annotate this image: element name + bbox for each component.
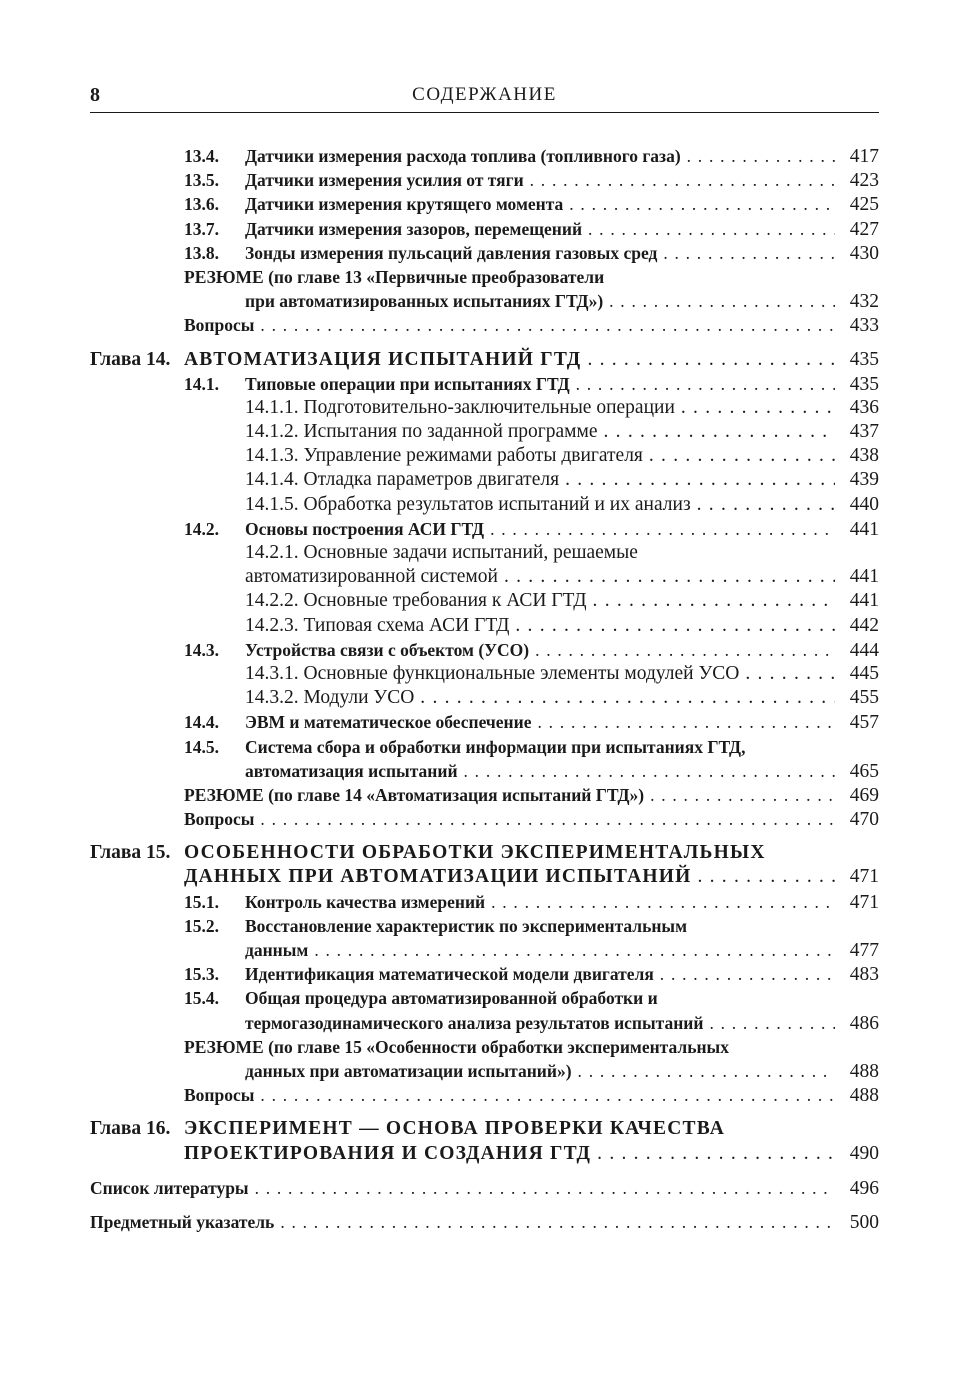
toc-subentry[interactable] — [90, 493, 879, 517]
page-ref: 441 — [849, 518, 879, 540]
section-number: 15.4. — [184, 988, 219, 1009]
toc-entry[interactable] — [90, 986, 879, 1010]
dot-leader — [572, 1059, 835, 1083]
dot-leader — [681, 144, 835, 168]
section-number: 13.6. — [184, 194, 219, 215]
dot-leader — [570, 372, 835, 396]
page-ref: 441 — [849, 566, 879, 588]
section-title: Датчики измерения усилия от тяги — [245, 170, 524, 191]
dot-leader — [274, 1210, 835, 1234]
chapter-label: Глава 14. — [90, 348, 171, 370]
toc-entry[interactable] — [90, 962, 879, 986]
section-number: 14.1. — [184, 373, 219, 394]
toc-entry[interactable] — [90, 168, 879, 192]
toc-entry-cont[interactable] — [90, 1011, 879, 1035]
page-ref: 486 — [849, 1012, 879, 1034]
subsection-title: 14.1.2. Испытания по заданной программе — [245, 421, 598, 443]
dot-leader — [563, 192, 835, 216]
section-title-line2: термогазодинамического анализа результатов испытаний — [245, 1012, 704, 1033]
section-title: Зонды измерения пульсаций давления газовых сред — [245, 242, 658, 263]
page-header — [90, 78, 879, 113]
table-of-contents — [90, 144, 879, 1234]
section-title: Датчики измерения зазоров, перемещений — [245, 218, 583, 239]
dot-leader — [587, 589, 835, 613]
page-ref: 457 — [849, 712, 879, 734]
toc-entry-summary-cont[interactable] — [90, 1059, 879, 1083]
dot-leader — [603, 289, 835, 313]
toc-chapter[interactable] — [90, 1117, 879, 1141]
summary-title-line1: РЕЗЮМЕ (по главе 13 «Первичные преобразователи — [184, 266, 605, 287]
page-ref: 471 — [849, 866, 879, 888]
page-ref: 430 — [849, 242, 879, 264]
section-title-line1: Восстановление характеристик по экспериментальным — [245, 915, 688, 936]
page-ref: 417 — [849, 146, 879, 167]
page-ref: 435 — [849, 348, 879, 370]
summary-title-line1: РЕЗЮМЕ (по главе 15 «Особенности обработки экспериментальных — [184, 1036, 729, 1057]
toc-chapter[interactable] — [90, 841, 879, 865]
page-ref: 488 — [849, 1085, 879, 1107]
toc-subentry[interactable] — [90, 686, 879, 710]
dot-leader — [582, 217, 835, 241]
section-number: 13.7. — [184, 218, 219, 239]
subsection-title: 14.3.2. Модули УСО — [245, 687, 415, 709]
toc-entry[interactable] — [90, 890, 879, 914]
page-ref: 438 — [849, 445, 879, 467]
dot-leader — [692, 865, 836, 889]
dot-leader — [254, 313, 835, 337]
dot-leader — [691, 493, 835, 517]
toc-entry[interactable] — [90, 710, 879, 734]
toc-subentry[interactable] — [90, 662, 879, 686]
page-ref: 471 — [849, 891, 879, 913]
toc-chapter[interactable] — [90, 348, 879, 372]
chapter-title-line2: ПРОЕКТИРОВАНИЯ И СОЗДАНИЯ ГТД — [184, 1142, 592, 1164]
page-ref: 439 — [849, 469, 879, 491]
page-ref: 423 — [849, 170, 879, 192]
page-ref: 490 — [849, 1142, 879, 1164]
toc-entry-questions[interactable] — [90, 1083, 879, 1107]
section-number: 13.4. — [184, 146, 219, 166]
page-ref: 444 — [849, 639, 879, 661]
toc-entry-cont[interactable] — [90, 938, 879, 962]
questions-label: Вопросы — [184, 809, 255, 830]
dot-leader — [739, 662, 835, 686]
toc-chapter-cont[interactable] — [90, 1142, 879, 1166]
index-label: Предметный указатель — [90, 1211, 275, 1232]
toc-entry[interactable] — [90, 638, 879, 662]
section-number: 14.2. — [184, 518, 219, 539]
toc-entry[interactable] — [90, 517, 879, 541]
toc-entry[interactable] — [90, 241, 879, 265]
references-label: Список литературы — [90, 1177, 249, 1198]
subsection-title: 14.3.1. Основные функциональные элементы модулей УСО — [245, 662, 740, 684]
page-ref: 425 — [849, 194, 879, 216]
chapter-title-line1: ОСОБЕННОСТИ ОБРАБОТКИ ЭКСПЕРИМЕНТАЛЬНЫХ — [184, 842, 766, 864]
dot-leader — [414, 686, 835, 710]
dot-leader — [485, 890, 835, 914]
dot-leader — [657, 241, 835, 265]
dot-leader — [559, 468, 835, 492]
toc-entry[interactable] — [90, 735, 879, 759]
chapter-title: АВТОМАТИЗАЦИЯ ИСПЫТАНИЙ ГТД — [184, 348, 582, 370]
page-ref: 483 — [849, 964, 879, 986]
section-title-line2: автоматизация испытаний — [245, 760, 458, 781]
toc-subentry[interactable] — [90, 444, 879, 468]
page-ref: 435 — [849, 373, 879, 395]
chapter-title-line1: ЭКСПЕРИМЕНТ — ОСНОВА ПРОВЕРКИ КАЧЕСТВА — [184, 1118, 725, 1140]
subsection-title-line2: автоматизированной системой — [245, 566, 498, 588]
toc-subentry[interactable] — [90, 468, 879, 492]
summary-title-line2: данных при автоматизации испытаний») — [245, 1060, 572, 1081]
toc-entry[interactable] — [90, 217, 879, 241]
dot-leader — [591, 1142, 835, 1166]
page-ref: 496 — [849, 1177, 879, 1199]
dot-leader — [249, 1176, 835, 1200]
subsection-title: 14.2.3. Типовая схема АСИ ГТД — [245, 614, 510, 636]
page-ref: 477 — [849, 940, 879, 961]
toc-entry-summary[interactable] — [90, 1035, 879, 1059]
toc-entry-summary[interactable] — [90, 265, 879, 289]
toc-subentry[interactable] — [90, 614, 879, 638]
toc-entry[interactable] — [90, 372, 879, 396]
section-title-line2: данным — [245, 940, 309, 960]
subsection-title: 14.1.1. Подготовительно-заключительные операции — [245, 396, 675, 418]
toc-entry[interactable] — [90, 914, 879, 938]
toc-subentry-cont[interactable] — [90, 565, 879, 589]
subsection-title: 14.1.4. Отладка параметров двигателя — [245, 469, 560, 491]
section-title: Устройства связи с объектом (УСО) — [245, 639, 530, 660]
chapter-title-line2: ДАННЫХ ПРИ АВТОМАТИЗАЦИИ ИСПЫТАНИЙ — [184, 866, 692, 888]
toc-subentry[interactable] — [90, 396, 879, 420]
page-ref: 432 — [849, 291, 879, 313]
page-number: 8 — [90, 84, 100, 106]
toc-subentry[interactable] — [90, 541, 879, 565]
page-ref: 440 — [849, 493, 879, 515]
section-number: 15.1. — [184, 891, 219, 912]
subsection-title: 14.1.3. Управление режимами работы двигателя — [245, 445, 643, 467]
section-title: Датчики измерения расхода топлива (топливного газа) — [245, 146, 681, 166]
dot-leader — [509, 614, 835, 638]
page-ref: 470 — [849, 809, 879, 831]
dot-leader — [643, 444, 835, 468]
dot-leader — [644, 783, 835, 807]
page-ref: 455 — [849, 687, 879, 709]
page-ref: 427 — [849, 218, 879, 240]
page-ref: 500 — [849, 1211, 879, 1233]
page-ref: 433 — [849, 315, 879, 337]
section-title-line1: Система сбора и обработки информации при испытаниях ГТД, — [245, 736, 746, 757]
dot-leader — [254, 807, 835, 831]
subsection-title: 14.2.2. Основные требования к АСИ ГТД — [245, 590, 587, 612]
toc-entry-questions[interactable] — [90, 313, 879, 337]
section-title: Основы построения АСИ ГТД — [245, 518, 485, 539]
dot-leader — [529, 638, 835, 662]
dot-leader — [458, 759, 835, 783]
dot-leader — [308, 938, 835, 962]
section-number: 14.5. — [184, 736, 219, 757]
section-title-line1: Общая процедура автоматизированной обработки и — [245, 988, 658, 1009]
toc-entry-summary-cont[interactable] — [90, 289, 879, 313]
section-title: Типовые операции при испытаниях ГТД — [245, 373, 570, 394]
section-number: 14.3. — [184, 639, 219, 660]
summary-title-line2: при автоматизированных испытаниях ГТД») — [245, 291, 604, 312]
page-ref: 436 — [849, 396, 879, 418]
page-ref: 445 — [849, 662, 879, 684]
dot-leader — [254, 1083, 835, 1107]
toc-entry[interactable] — [90, 192, 879, 216]
section-title: Датчики измерения крутящего момента — [245, 194, 564, 215]
toc-chapter-cont[interactable] — [90, 865, 879, 889]
subsection-title: 14.1.5. Обработка результатов испытаний и их анализ — [245, 493, 691, 515]
toc-subentry[interactable] — [90, 589, 879, 613]
toc-entry-summary[interactable] — [90, 783, 879, 807]
dot-leader — [524, 168, 835, 192]
toc-subentry[interactable] — [90, 420, 879, 444]
subsection-title-line1: 14.2.1. Основные задачи испытаний, решаемые — [245, 542, 638, 563]
dot-leader — [598, 420, 835, 444]
section-number: 15.3. — [184, 964, 219, 985]
running-title: СОДЕРЖАНИЕ — [412, 84, 557, 105]
dot-leader — [703, 1011, 835, 1035]
dot-leader — [498, 565, 835, 589]
page-ref: 469 — [849, 784, 879, 806]
section-title: Идентификация математической модели двигателя — [245, 964, 654, 985]
section-number: 13.5. — [184, 170, 219, 191]
section-title: Контроль качества измерений — [245, 891, 486, 912]
dot-leader — [675, 396, 835, 420]
page-ref: 441 — [849, 590, 879, 612]
page-ref: 437 — [849, 421, 879, 443]
section-number: 13.8. — [184, 242, 219, 263]
toc-entry-questions[interactable] — [90, 807, 879, 831]
summary-title: РЕЗЮМЕ (по главе 14 «Автоматизация испытаний ГТД») — [184, 784, 645, 805]
section-number: 15.2. — [184, 915, 219, 936]
dot-leader — [484, 517, 835, 541]
toc-back-entry[interactable] — [90, 1210, 879, 1234]
page-ref: 442 — [849, 614, 879, 636]
chapter-label: Глава 15. — [90, 842, 171, 864]
toc-entry-cont[interactable] — [90, 759, 879, 783]
page-ref: 465 — [849, 760, 879, 782]
questions-label: Вопросы — [184, 315, 255, 336]
questions-label: Вопросы — [184, 1085, 255, 1106]
toc-back-entry[interactable] — [90, 1176, 879, 1200]
chapter-label: Глава 16. — [90, 1118, 171, 1140]
page-ref: 488 — [849, 1060, 879, 1082]
section-number: 14.4. — [184, 712, 219, 733]
dot-leader — [532, 710, 836, 734]
section-title: ЭВМ и математическое обеспечение — [245, 712, 532, 733]
dot-leader — [654, 962, 835, 986]
toc-entry[interactable] — [90, 144, 879, 168]
dot-leader — [581, 348, 835, 372]
